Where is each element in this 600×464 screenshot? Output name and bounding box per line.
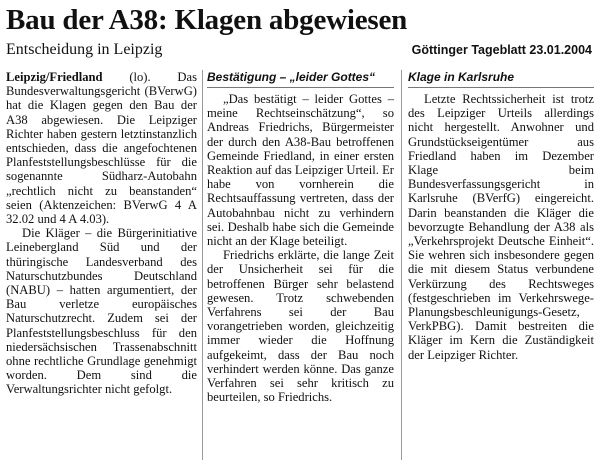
article-column-3 (408, 70, 594, 362)
newspaper-source-date: Göttinger Tageblatt 23.01.2004 (411, 43, 592, 57)
article-column-1 (6, 70, 197, 397)
column-1-paragraph-1-text: (lo). Das Bundesverwaltungsgericht (BVerwG) hat die Klagen gegen den Bau der A38 abgewiesen. Die Leipziger Richter haben gestern letztinstanzlich entschieden, dass die angefochtenen Planfeststellungsbeschlüsse für die sogenannte Südharz-Autobahn „rechtlich nicht zu beanstanden“ seien (Aktenzeichen: BVerwG 4 A 32.02 und 4 A 4.03). (6, 70, 197, 227)
column-1-paragraph-1 (6, 70, 197, 226)
column-2-paragraph-2: Friedrichs erklärte, die lange Zeit der Unsicherheit sei für die betroffenen Bürger sehr belastend gewesen. Trotz schwebenden Verfahrens sei der Bau vorangetrieben worden, gleichzeitig immer wieder die Hoffnung aufgekeimt, dass der Bau noch verhindert werden könne. Das ganze Verfahren sei sehr kritisch zu beurteilen, so Friedrichs. (207, 248, 394, 405)
column-3-heading: Klage in Karlsruhe (408, 70, 594, 88)
dateline: Leipzig/Friedland (6, 70, 103, 84)
column-3-paragraph-1: Letzte Rechtssicherheit ist trotz des Leipziger Urteils allerdings nicht hergestellt. Anwohner und Grundstückseigentümer aus Friedland haben im Dezember Klage beim Bundesverfassungsgericht in Karlsruhe (BVerfG) eingereicht. Darin beanstanden die Kläger die bevorzugte Behandlung der A38 als „Verkehrsprojekt Deutsche Einheit“. Sie wehren sich insbesondere gegen die mit diesem Status verbundene Verkürzung des Rechtsweges (festgeschrieben im Verkehrswege-Planungsbeschleunigungs-Gesetz, VerkPBG). Damit bestreiten die Kläger im Kern die Zuständigkeit der Leipziger Richter. (408, 92, 594, 362)
column-1-paragraph-2: Die Kläger – die Bürgerinitiative Leinebergland Süd und der thüringische Landesverband des Naturschutzbundes Deutschland (NABU) – hatten argumentiert, der Bau verletze europäisches Naturschutzrecht. Zudem sei der Planfeststellungsbeschluss für den niedersächsischen Trassenabschnitt ohne rechtliche Grundlage genehmigt worden. Dem sind die Verwaltungsrichter nicht gefolgt. (6, 226, 197, 397)
column-2-heading: Bestätigung – „leider Gottes“ (207, 70, 394, 88)
column-2-paragraph-1: „Das bestätigt – leider Gottes – meine Rechtseinschätzung“, so Andreas Friedrichs, Bürgermeister der durch den A38-Bau betroffenen Gemeinde Friedland, in einer ersten Reaktion auf das Leipziger Urteil. Er habe von vornherein die Rechtsauffassung vertreten, dass der Autobahnbau nicht zu verhindern sei. Deshalb habe sich die Gemeinde nicht an der Klage beteiligt. (207, 92, 394, 249)
article-column-2 (207, 70, 394, 404)
column-divider-1 (202, 70, 203, 460)
article-headline: Bau der A38: Klagen abgewiesen (6, 4, 408, 36)
column-divider-2 (401, 70, 402, 460)
article-subhead: Entscheidung in Leipzig (6, 41, 163, 58)
